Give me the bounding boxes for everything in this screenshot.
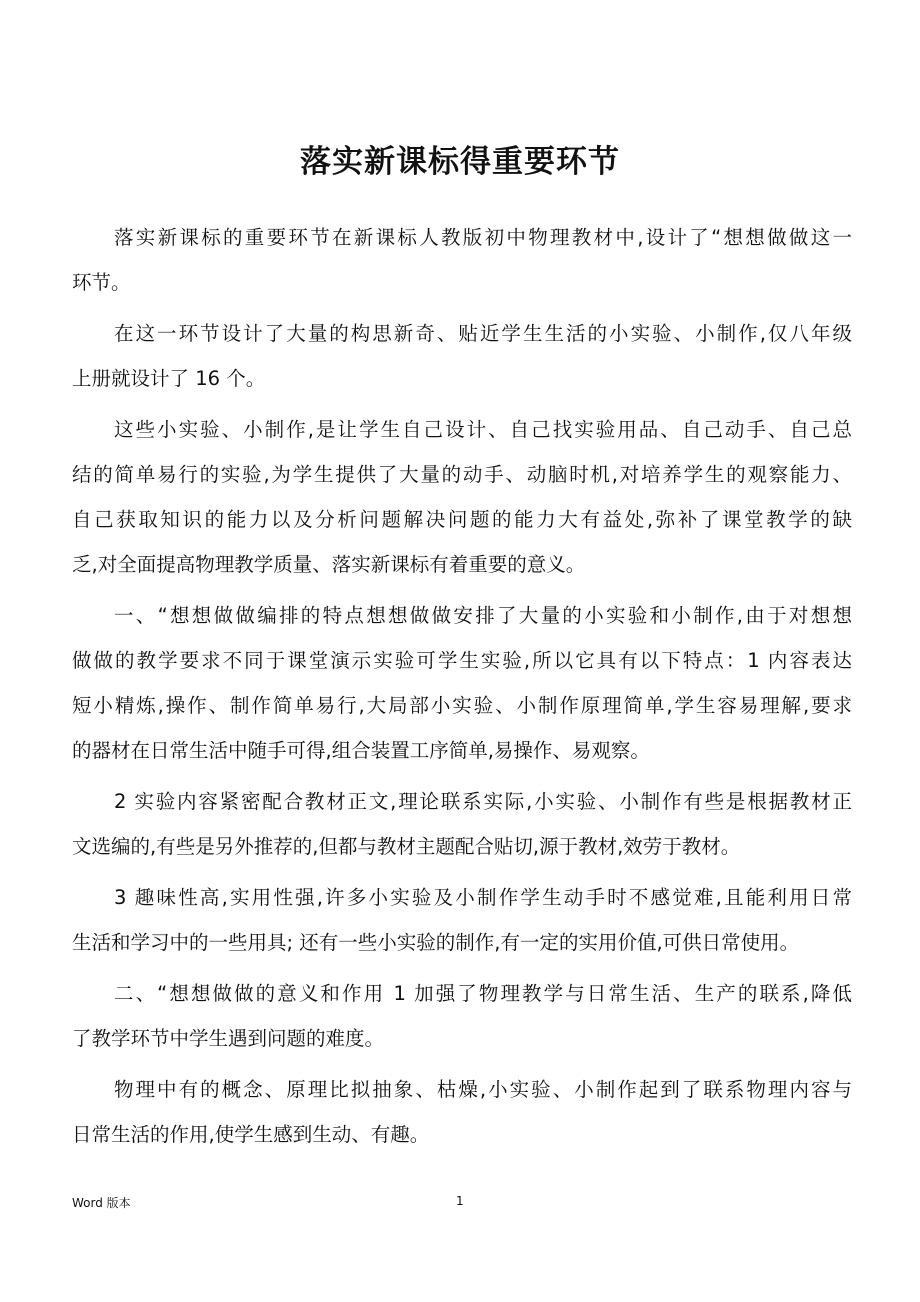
paragraph-line: 做做的教学要求不同于课堂演示实验可学生实验,所以它具有以下特点：1 内容表达 — [72, 649, 852, 672]
document-title: 落实新课标得重要环节 — [300, 144, 620, 180]
paragraph-line: 自己获取知识的能力以及分析问题解决问题的能力大有益处,弥补了课堂教学的缺 — [72, 508, 852, 531]
paragraph-line: 生活和学习中的一些用具; 还有一些小实验的制作,有一定的实用价值,可供日常使用。 — [72, 931, 800, 954]
paragraph — [72, 875, 852, 965]
paragraph-line: 物理中有的概念、原理比拟抽象、枯燥,小实验、小制作起到了联系物理内容与 — [114, 1078, 852, 1101]
paragraph-line: 落实新课标的重要环节在新课标人教版初中物理教材中,设计了“想想做做这一 — [114, 226, 852, 249]
paragraph-line: 短小精炼,操作、制作简单易行,大局部小实验、小制作原理简单,学生容易理解,要求 — [72, 694, 852, 717]
paragraph — [72, 593, 852, 773]
paragraph-line: 结的简单易行的实验,为学生提供了大量的动手、动脑时机,对培养学生的观察能力、 — [72, 463, 852, 486]
paragraph-line: 2 实验内容紧密配合教材正文,理论联系实际,小实验、小制作有些是根据教材正 — [114, 790, 852, 813]
paragraph-line: 了教学环节中学生遇到问题的难度。 — [72, 1027, 385, 1050]
paragraph — [72, 779, 852, 869]
paragraph-line: 二、“想想做做的意义和作用 1 加强了物理教学与日常生活、生产的联系,降低 — [114, 982, 852, 1005]
paragraph — [72, 971, 852, 1061]
paragraph — [72, 1067, 852, 1157]
paragraph-line: 这些小实验、小制作,是让学生自己设计、自己找实验用品、自己动手、自己总 — [114, 418, 852, 441]
paragraph-line: 上册就设计了 16 个。 — [72, 367, 266, 390]
paragraph-line: 环节。 — [72, 271, 131, 294]
paragraph-line: 乏,对全面提高物理教学质量、落实新课标有着重要的意义。 — [72, 553, 586, 576]
paragraph — [72, 407, 852, 587]
footer-label: Word 版本 — [72, 1196, 131, 1210]
paragraph — [72, 215, 852, 305]
paragraph-line: 文选编的,有些是另外推荐的,但都与教材主题配合贴切,源于教材,效劳于教材。 — [72, 835, 741, 858]
paragraph-line: 3 趣味性高,实用性强,许多小实验及小制作学生动手时不感觉难,且能利用日常 — [114, 886, 852, 909]
document-body — [72, 215, 852, 1163]
paragraph-line: 在这一环节设计了大量的构思新奇、贴近学生生活的小实验、小制作,仅八年级 — [114, 322, 852, 345]
page-number: 1 — [456, 1194, 464, 1208]
paragraph-line: 日常生活的作用,使学生感到生动、有趣。 — [72, 1123, 430, 1146]
paragraph-line: 一、“想想做做编排的特点想想做做安排了大量的小实验和小制作,由于对想想 — [114, 604, 852, 627]
paragraph — [72, 311, 852, 401]
paragraph-line: 的器材在日常生活中随手可得,组合装置工序简单,易操作、易观察。 — [72, 739, 650, 762]
